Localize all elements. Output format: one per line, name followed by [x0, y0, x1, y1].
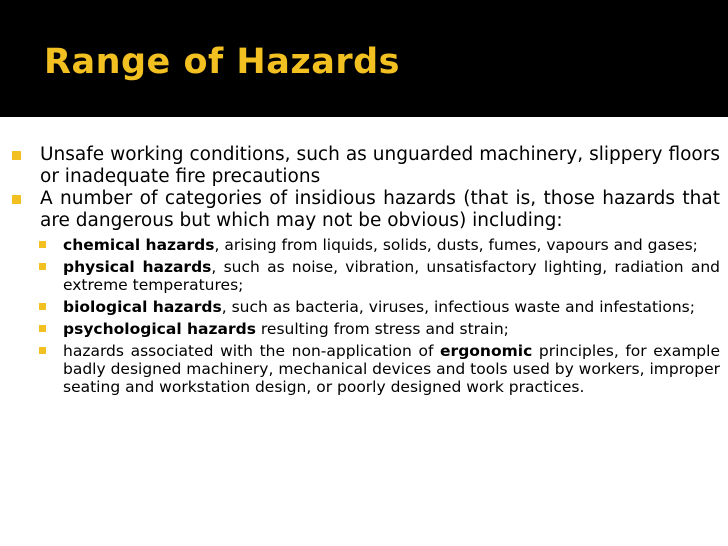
slide-title: Range of Hazards [44, 42, 400, 82]
square-bullet-icon [39, 241, 46, 248]
hazard-term: chemical hazards [63, 236, 215, 254]
bullet-insidious-hazards [12, 188, 720, 232]
sub-bullet-ergonomic [39, 342, 720, 396]
square-bullet-icon [39, 347, 46, 354]
hazard-description: , such as noise, vibration, unsatisfactory lighting, radiation and extreme temperatures; [63, 258, 721, 294]
bullet-text: Unsafe working conditions, such as unguarded machinery, slippery floors or inadequate fire precautions [40, 144, 720, 187]
sub-bullet-physical [39, 258, 720, 294]
square-bullet-icon [39, 325, 46, 332]
hazard-description-lead: hazards associated with the non-application of [63, 342, 441, 360]
bullet-unsafe-conditions [12, 144, 720, 188]
hazard-term: biological hazards [63, 298, 222, 316]
hazard-description: principles, for example badly designed machinery, mechanical devices and tools used by workers, improper seating and workstation design, or poorly designed work practices. [63, 342, 720, 396]
sub-bullet-biological [39, 298, 720, 316]
hazard-description: resulting from stress and strain; [255, 320, 509, 338]
sub-bullet-chemical [39, 236, 720, 254]
hazard-term: physical hazards [63, 258, 212, 276]
slide-content [12, 144, 720, 396]
square-bullet-icon [39, 263, 46, 270]
square-bullet-icon [39, 303, 46, 310]
hazard-term: psychological hazards [63, 320, 256, 338]
hazard-description: , such as bacteria, viruses, infectious waste and infestations; [221, 298, 695, 316]
hazard-term: ergonomic [440, 342, 533, 360]
square-bullet-icon [12, 195, 21, 204]
sub-bullet-psychological [39, 320, 720, 338]
square-bullet-icon [12, 151, 21, 160]
bullet-text: A number of categories of insidious hazards (that is, those hazards that are dangerous but which may not be obvious) including: [40, 188, 720, 231]
hazard-description: , arising from liquids, solids, dusts, fumes, vapours and gases; [214, 236, 698, 254]
